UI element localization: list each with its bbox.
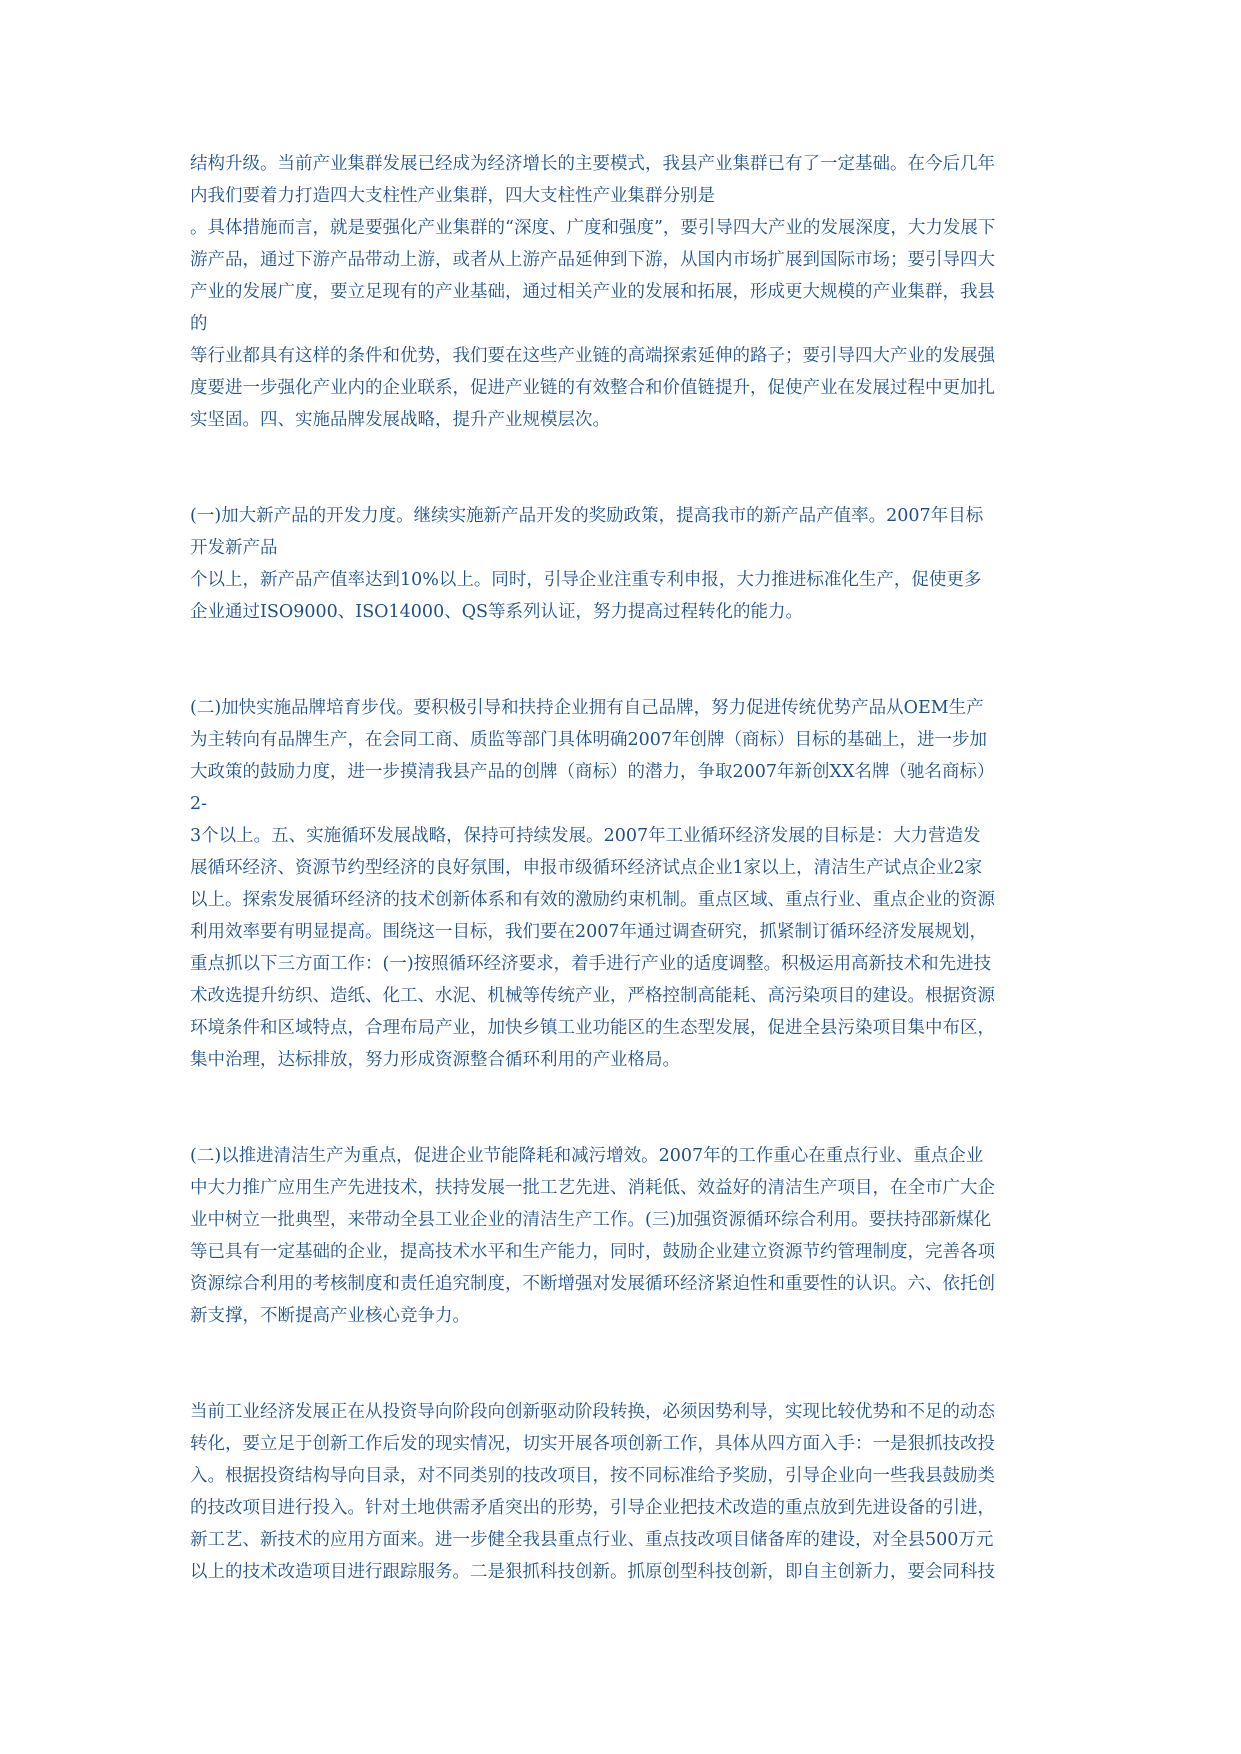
text-line: 当前工业经济发展正在从投资导向阶段向创新驱动阶段转换，必须因势利导，实现比较优势和不足的动态 [190, 1402, 995, 1422]
text-line: 入。根据投资结构导向目录，对不同类别的技改项目，按不同标准给予奖励，引导企业向一些我县鼓励类 [190, 1466, 995, 1486]
text-line: 以上的技术改造项目进行跟踪服务。二是狠抓科技创新。抓原创型科技创新，即自主创新力，要会同科技 [190, 1562, 995, 1582]
paragraph-spacer [190, 1076, 1060, 1140]
paragraph-industry-cluster [190, 148, 1060, 436]
text-line: 内我们要着力打造四大支柱性产业集群，四大支柱性产业集群分别是 [190, 186, 715, 206]
text-line: 集中治理，达标排放，努力形成资源整合循环利用的产业格局。 [190, 1050, 680, 1070]
text-line: 度要进一步强化产业内的企业联系，促进产业链的有效整合和价值链提升，促使产业在发展过程中更加扎 [190, 378, 995, 398]
text-line: (二)加快实施品牌培育步伐。要积极引导和扶持企业拥有自己品牌，努力促进传统优势产品从OEM生产 [190, 698, 984, 718]
paragraph-new-products [190, 500, 1060, 628]
paragraph-clean-production [190, 1140, 1060, 1332]
text-line: 等行业都具有这样的条件和优势，我们要在这些产业链的高端探索延伸的路子；要引导四大产业的发展强 [190, 346, 995, 366]
text-line: 产业的发展广度，要立足现有的产业基础，通过相关产业的发展和拓展，形成更大规模的产业集群，我县 [190, 282, 995, 302]
paragraph-brand-cultivation [190, 692, 1060, 1076]
text-line: 重点抓以下三方面工作：(一)按照循环经济要求，着手进行产业的适度调整。积极运用高新技术和先进技 [190, 954, 992, 974]
text-line: 2- [190, 794, 208, 814]
text-line: (二)以推进清洁生产为重点，促进企业节能降耗和减污增效。2007年的工作重心在重点行业、重点企业 [190, 1146, 984, 1166]
text-line: 结构升级。当前产业集群发展已经成为经济增长的主要模式，我县产业集群已有了一定基础。在今后几年 [190, 154, 995, 174]
text-line: 的技改项目进行投入。针对土地供需矛盾突出的形势，引导企业把技术改造的重点放到先进设备的引进， [190, 1498, 995, 1518]
paragraph-spacer [190, 1332, 1060, 1396]
document-body [190, 148, 1060, 1588]
text-line: 资源综合利用的考核制度和责任追究制度，不断增强对发展循环经济紧迫性和重要性的认识。六、依托创 [190, 1274, 995, 1294]
text-line: 游产品，通过下游产品带动上游，或者从上游产品延伸到下游，从国内市场扩展到国际市场；要引导四大 [190, 250, 995, 270]
text-line: 个以上，新产品产值率达到10%以上。同时，引导企业注重专利申报，大力推进标准化生产，促使更多 [190, 570, 982, 590]
text-line: 转化，要立足于创新工作后发的现实情况，切实开展各项创新工作，具体从四方面入手：一是狠抓技改投 [190, 1434, 995, 1454]
text-line: 。具体措施而言，就是要强化产业集群的“深度、广度和强度”，要引导四大产业的发展深度，大力发展下 [190, 218, 996, 238]
text-line: 等已具有一定基础的企业，提高技术水平和生产能力，同时，鼓励企业建立资源节约管理制度，完善各项 [190, 1242, 995, 1262]
text-line: 3个以上。五、实施循环发展战略，保持可持续发展。2007年工业循环经济发展的目标是：大力营造发 [190, 826, 981, 846]
paragraph-spacer [190, 628, 1060, 692]
text-line: 以上。探索发展循环经济的技术创新体系和有效的激励约束机制。重点区域、重点行业、重点企业的资源 [190, 890, 995, 910]
text-line: 为主转向有品牌生产，在会同工商、质监等部门具体明确2007年创牌（商标）目标的基础上，进一步加 [190, 730, 988, 750]
text-line: (一)加大新产品的开发力度。继续实施新产品开发的奖励政策，提高我市的新产品产值率。2007年目标 [190, 506, 984, 526]
text-line: 术改选提升纺织、造纸、化工、水泥、机械等传统产业，严格控制高能耗、高污染项目的建设。根据资源 [190, 986, 995, 1006]
text-line: 中大力推广应用生产先进技术，扶持发展一批工艺先进、消耗低、效益好的清洁生产项目，在全市广大企 [190, 1178, 995, 1198]
text-line: 利用效率要有明显提高。围绕这一目标，我们要在2007年通过调查研究，抓紧制订循环经济发展规划， [190, 922, 988, 942]
text-line: 企业通过ISO9000、ISO14000、QS等系列认证，努力提高过程转化的能力。 [190, 602, 804, 622]
text-line: 的 [190, 314, 208, 334]
text-line: 环境条件和区域特点，合理布局产业，加快乡镇工业功能区的生态型发展，促进全县污染项目集中布区， [190, 1018, 995, 1038]
text-line: 实坚固。四、实施品牌发展战略，提升产业规模层次。 [190, 410, 610, 430]
text-line: 展循环经济、资源节约型经济的良好氛围，申报市级循环经济试点企业1家以上，清洁生产试点企业2家 [190, 858, 983, 878]
text-line: 开发新产品 [190, 538, 278, 558]
text-line: 业中树立一批典型，来带动全县工业企业的清洁生产工作。(三)加强资源循环综合利用。要扶持邵新煤化 [190, 1210, 992, 1230]
paragraph-innovation [190, 1396, 1060, 1588]
text-line: 大政策的鼓励力度，进一步摸清我县产品的创牌（商标）的潜力，争取2007年新创XX名牌（驰名商标） [190, 762, 995, 782]
paragraph-spacer [190, 436, 1060, 500]
text-line: 新支撑，不断提高产业核心竞争力。 [190, 1306, 470, 1326]
text-line: 新工艺、新技术的应用方面来。进一步健全我县重点行业、重点技改项目储备库的建设，对全县500万元 [190, 1530, 994, 1550]
